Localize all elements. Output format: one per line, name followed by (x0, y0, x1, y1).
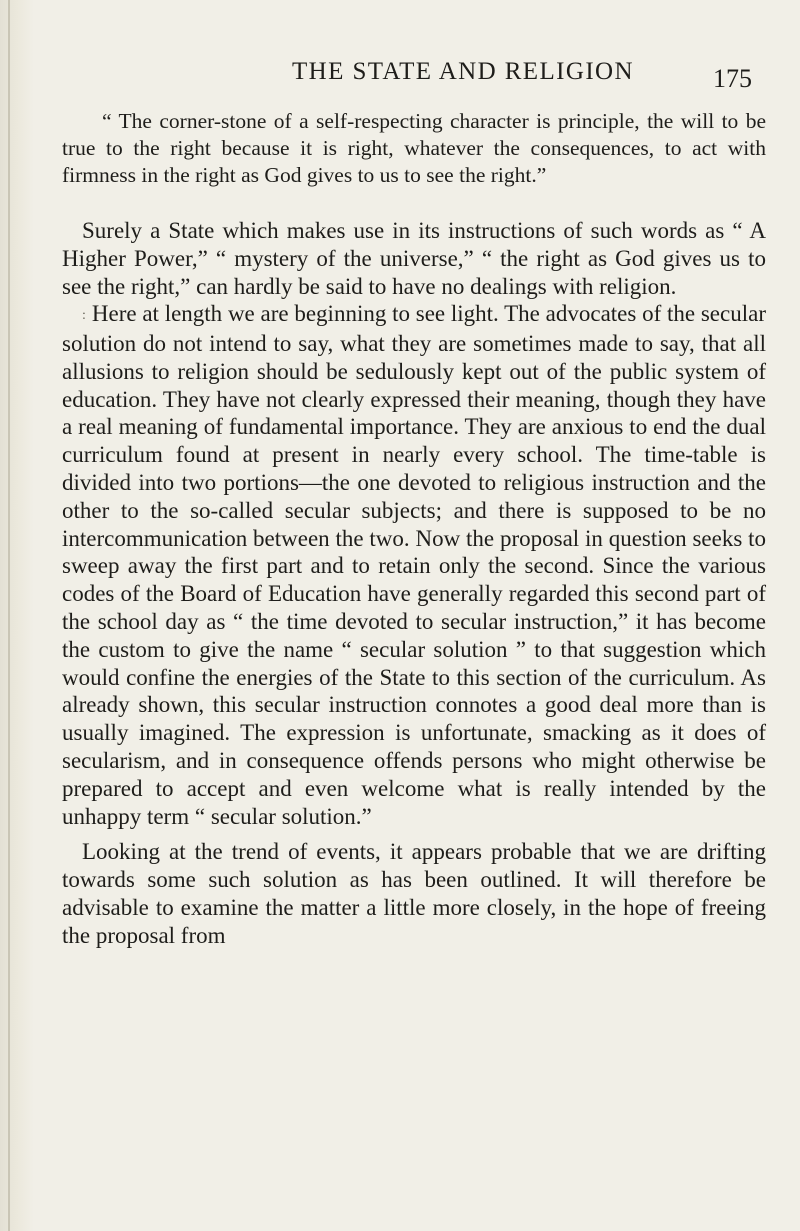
paragraph-looking: Looking at the trend of events, it appears probable that we are drifting towards some such solution as has been outlined. It will therefore be advisable to examine the matter a little more closely, in the hope of freeing the proposal from (62, 839, 766, 948)
paragraph-here-at-length (62, 300, 766, 830)
binding-gutter (8, 0, 10, 1231)
paragraph-here-at-length-text: Here at length we are beginning to see light. The advocates of the secular solution do not intend to say, what they are sometimes made to say, that all allusions to religion should be sedulously kept out of the public system of education. They have not clearly expressed their meaning, though they have a real meaning of fundamental importance. They are anxious to end the dual curriculum found at present in nearly every school. The time-table is divided into two portions—the one devoted to religious instruction and the other to the so-called secular subjects; and there is supposed to be no intercommunication between the two. Now the proposal in question seeks to sweep away the first part and to retain only the second. Since the various codes of the Board of Education have generally regarded this second part of the school day as “ the time devoted to secular instruction,” it has become the custom to give the name “ secular solution ” to that suggestion which would confine the energies of the State to this section of the curriculum. As already shown, this secular instruction connotes a good deal more than is usually imagined. The expression is unfortunate, smacking as it does of secularism, and in consequence offends persons who might otherwise be prepared to accept and even welcome what is really intended by the unhappy term “ secular solution.” (62, 301, 766, 829)
page-number: 175 (713, 64, 752, 93)
page-header (292, 58, 752, 104)
text-block (62, 108, 766, 950)
page-edge-shadow (0, 0, 34, 1231)
running-title: THE STATE AND RELIGION (292, 58, 634, 85)
margin-mark: : (82, 308, 86, 324)
paragraph-surely: Surely a State which makes use in its instructions of such words as “ A Higher Power,” “ mystery of the universe,” “ the right as God gives us to see the right,” can hardly be said to have no dealings with religion. (62, 218, 766, 299)
quotation: “ The corner-stone of a self-respecting character is principle, the will to be true to the right because it is right, whatever the consequences, to act with firmness in the right as God gives to us to see the right.” (62, 109, 766, 187)
